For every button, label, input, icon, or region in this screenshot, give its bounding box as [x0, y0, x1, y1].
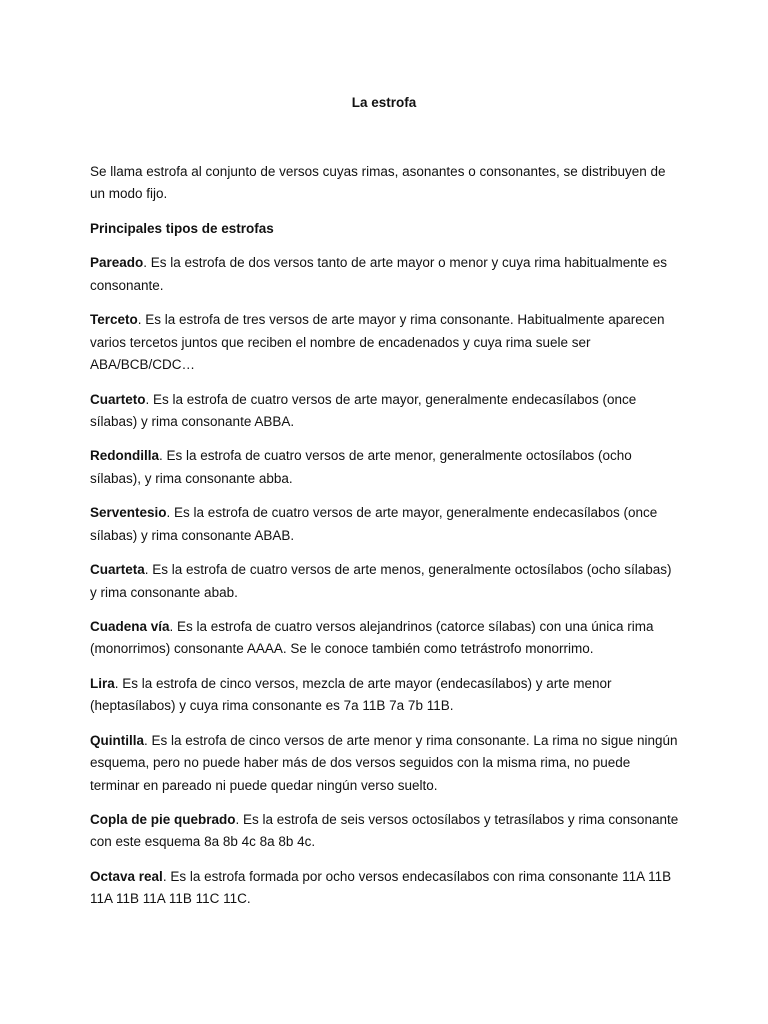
entry-definition: . Es la estrofa de cinco versos, mezcla de arte mayor (endecasílabos) y arte menor (heptasílabos) y cuya rima consonante es 7a 11B 7a 7b 11B. — [90, 676, 612, 714]
entry-cuadena-via — [90, 616, 680, 661]
entry-term: Lira — [90, 676, 115, 692]
entry-term: Pareado — [90, 255, 144, 271]
entry-definition: . Es la estrofa de dos versos tanto de arte mayor o menor y cuya rima habitualmente es consonante. — [90, 255, 668, 293]
entry-definition: . Es la estrofa de cuatro versos alejandrinos (catorce sílabas) con una única rima (monorrimos) consonante AAAA. Se le conoce también como tetrástrofo monorrimo. — [90, 619, 654, 657]
entry-term: Quintilla — [90, 732, 144, 748]
entry-octava-real — [90, 866, 680, 911]
entry-definition: . Es la estrofa de seis versos octosílabos y tetrasílabos y rima consonante con este esquema 8a 8b 4c 8a 8b 4c. — [90, 812, 679, 850]
entry-definition: . Es la estrofa de cuatro versos de arte menor, generalmente octosílabos (ocho sílabas), y rima consonante abba. — [90, 448, 632, 486]
entry-copla-de-pie-quebrado — [90, 809, 680, 854]
entry-quintilla — [90, 730, 680, 797]
entry-definition: . Es la estrofa de cuatro versos de arte menos, generalmente octosílabos (ocho sílabas) y rima consonante abab. — [90, 562, 672, 600]
intro-paragraph: Se llama estrofa al conjunto de versos cuyas rimas, asonantes o consonantes, se distribuyen de un modo fijo. — [90, 164, 666, 202]
document-title: La estrofa — [351, 95, 417, 110]
entry-definition: . Es la estrofa de tres versos de arte mayor y rima consonante. Habitualmente aparecen varios tercetos juntos que reciben el nombre de encadenados y cuya rima suele ser ABA/BCB/CDC… — [90, 312, 665, 372]
entry-lira — [90, 673, 680, 718]
entry-term: Copla de pie quebrado — [90, 812, 236, 828]
entry-term: Cuarteta — [90, 562, 145, 578]
entry-term: Octava real — [90, 868, 163, 884]
entry-term: Redondilla — [90, 448, 160, 464]
entry-term: Cuadena vía — [90, 619, 170, 635]
entry-term: Terceto — [90, 312, 138, 328]
entry-pareado — [90, 252, 680, 297]
entry-cuarteta — [90, 559, 680, 604]
entry-definition: . Es la estrofa de cinco versos de arte menor y rima consonante. La rima no sigue ningún esquema, pero no puede haber más de dos versos seguidos con la misma rima, no puede terminar en pareado ni puede quedar ningún verso suelto. — [90, 732, 678, 793]
entry-definition: . Es la estrofa de cuatro versos de arte mayor, generalmente endecasílabos (once sílabas) y rima consonante ABAB. — [90, 505, 658, 543]
entry-definition: . Es la estrofa formada por ocho versos endecasílabos con rima consonante 11A 11B 11A 11B 11A 11B 11C 11C. — [90, 868, 672, 907]
entry-terceto — [90, 309, 680, 376]
entry-term: Serventesio — [90, 505, 167, 521]
section-subheading: Principales tipos de estrofas — [90, 220, 274, 236]
entry-term: Cuarteto — [90, 391, 146, 407]
entry-cuarteto — [90, 389, 680, 434]
entry-definition: . Es la estrofa de cuatro versos de arte mayor, generalmente endecasílabos (once sílabas) y rima consonante ABBA. — [90, 391, 637, 429]
entry-serventesio — [90, 502, 680, 547]
document-body — [90, 161, 680, 923]
entry-redondilla — [90, 445, 680, 490]
